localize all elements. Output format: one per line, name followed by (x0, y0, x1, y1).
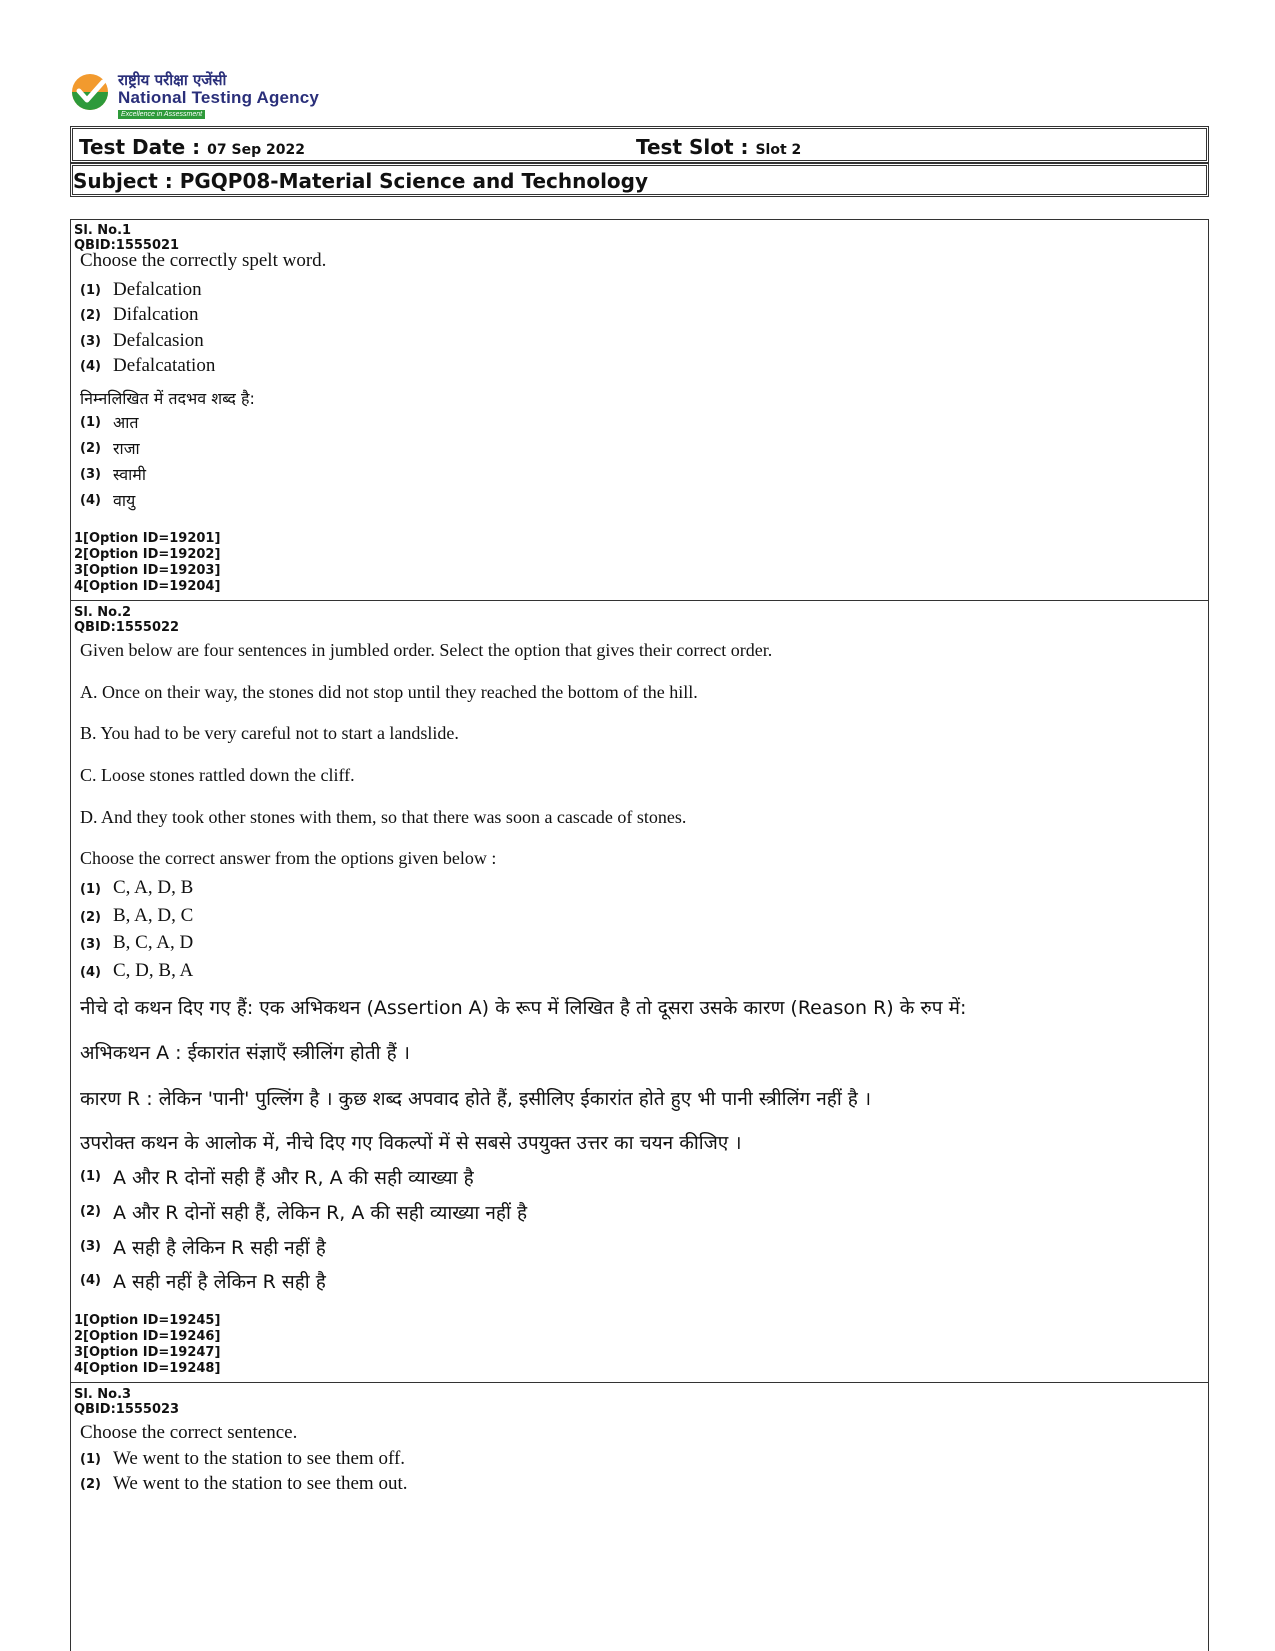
option-text: Defalcasion (113, 330, 204, 351)
option-text: C, A, D, B (113, 877, 194, 898)
sentence-d: D. And they took other stones with them, so that there was soon a cascade of stones. (80, 807, 687, 827)
logo-english-text: National Testing Agency (118, 88, 320, 107)
option-text: Defalcation (113, 279, 202, 300)
qbid: QBID:1555023 (74, 1402, 180, 1417)
option-text: आत (113, 413, 139, 432)
option-id: 1[Option ID=19245] (74, 1313, 221, 1328)
option-id: 4[Option ID=19204] (74, 579, 221, 594)
subject-title: Subject : PGQP08-Material Science and Technology (73, 169, 649, 193)
option-number: (3) (80, 937, 101, 952)
test-info-box (70, 126, 1209, 163)
test-date (79, 135, 305, 159)
option-id: 2[Option ID=19246] (74, 1329, 221, 1344)
option-text: A सही नहीं है लेकिन R सही है (113, 1271, 326, 1293)
option-id: 2[Option ID=19202] (74, 547, 221, 562)
option-text: C, D, B, A (113, 960, 194, 981)
test-date-label: Test Date : (79, 135, 201, 159)
sentence-b: B. You had to be very careful not to start a landslide. (80, 723, 459, 743)
option-id: 4[Option ID=19248] (74, 1361, 221, 1376)
qbid: QBID:1555022 (74, 620, 180, 635)
serial-number: Sl. No.3 (74, 1387, 132, 1402)
test-slot-label: Test Slot : (636, 135, 749, 159)
option-text: स्वामी (113, 465, 146, 484)
option-text: A सही है लेकिन R सही नहीं है (113, 1237, 326, 1259)
subject-box (70, 163, 1209, 197)
option-number: (1) (80, 283, 101, 298)
option-number: (1) (80, 415, 101, 430)
serial-number: Sl. No.2 (74, 605, 132, 620)
logo-hindi-text: राष्ट्रीय परीक्षा एजेंसी (118, 71, 227, 89)
test-slot (636, 135, 801, 159)
option-number: (2) (80, 910, 101, 925)
test-date-value: 07 Sep 2022 (207, 142, 305, 158)
option-number: (4) (80, 1273, 101, 1288)
option-id-list (74, 1313, 220, 1377)
option-number: (1) (80, 1452, 101, 1467)
nta-logo (70, 70, 330, 122)
option-id: 3[Option ID=19203] (74, 563, 221, 578)
option-number: (3) (80, 467, 101, 482)
option-number: (1) (80, 1169, 101, 1184)
reason-text: कारण R : लेकिन 'पानी' पुल्लिंग है । कुछ शब्द अपवाद होते हैं, इसीलिए ईकारांत होते हुए भी पानी स्त्रीलिंग नहीं है । (80, 1088, 872, 1110)
option-text: वायु (113, 491, 136, 510)
nta-checkmark-icon (70, 72, 110, 112)
sentence-c: C. Loose stones rattled down the cliff. (80, 765, 355, 785)
option-id: 3[Option ID=19247] (74, 1345, 221, 1360)
option-number: (3) (80, 334, 101, 349)
option-number: (2) (80, 1204, 101, 1219)
serial-number: Sl. No.1 (74, 223, 132, 238)
option-text: A और R दोनों सही हैं और R, A की सही व्याख्या है (113, 1167, 474, 1189)
option-number: (2) (80, 1477, 101, 1492)
option-number: (4) (80, 359, 101, 374)
question-divider (71, 1382, 1208, 1383)
option-text: B, C, A, D (113, 932, 194, 953)
question-stem-english: Choose the correct sentence. (80, 1422, 298, 1443)
option-number: (1) (80, 882, 101, 897)
question-stem-english: Given below are four sentences in jumbled order. Select the option that gives their correct order. (80, 640, 773, 660)
option-number: (4) (80, 965, 101, 980)
option-text: We went to the station to see them off. (113, 1448, 406, 1469)
option-number: (4) (80, 493, 101, 508)
sentence-a: A. Once on their way, the stones did not stop until they reached the bottom of the hill. (80, 682, 698, 702)
option-id-list (74, 531, 220, 595)
option-text: राजा (113, 439, 140, 458)
qbid: QBID:1555021 (74, 238, 180, 253)
option-number: (2) (80, 308, 101, 323)
question-paper-content (70, 219, 1209, 1651)
question-stem-english: Choose the correctly spelt word. (80, 250, 327, 271)
option-text: We went to the station to see them out. (113, 1473, 408, 1494)
option-number: (2) (80, 441, 101, 456)
option-number: (3) (80, 1239, 101, 1254)
option-text: Defalcatation (113, 355, 216, 376)
logo-tagline: Excellence in Assessment (118, 110, 205, 119)
question-instruction-hindi: उपरोक्त कथन के आलोक में, नीचे दिए गए विकल्पों में से सबसे उपयुक्त उत्तर का चयन कीजिए । (80, 1132, 742, 1154)
question-stem-hindi: निम्नलिखित में तदभव शब्द है: (80, 389, 255, 408)
option-text: B, A, D, C (113, 905, 194, 926)
assertion-text: अभिकथन A : ईकारांत संज्ञाएँ स्त्रीलिंग होती हैं । (80, 1042, 410, 1064)
test-slot-value: Slot 2 (755, 142, 802, 158)
option-id: 1[Option ID=19201] (74, 531, 221, 546)
question-divider (71, 600, 1208, 601)
option-text: Difalcation (113, 304, 199, 325)
option-text: A और R दोनों सही हैं, लेकिन R, A की सही व्याख्या नहीं है (113, 1202, 528, 1224)
question-instruction-english: Choose the correct answer from the options given below : (80, 848, 497, 868)
question-stem-hindi: नीचे दो कथन दिए गए हैं: एक अभिकथन (Assertion A) के रूप में लिखित है तो दूसरा उसके कारण (Reason R) के रुप में: (80, 997, 967, 1019)
